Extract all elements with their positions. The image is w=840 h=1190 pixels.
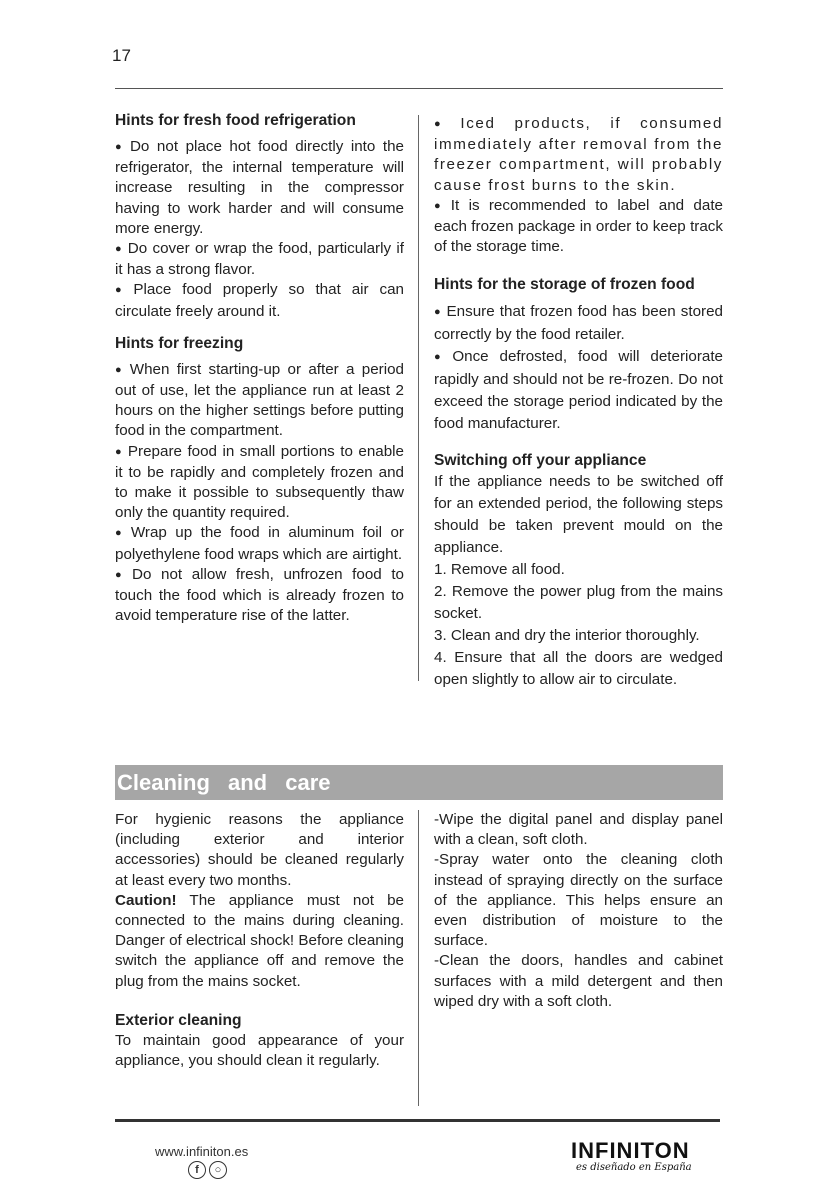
instagram-icon[interactable]: ○	[209, 1161, 227, 1179]
switching-heading: Switching off your appliance	[434, 452, 647, 470]
list-item: ● Ensure that frozen food has been stored correctly by the food retailer.	[434, 301, 723, 346]
exterior-text: To maintain good appearance of your appliance, you should clean it regularly.	[115, 1031, 404, 1070]
list-item: -Clean the doors, handles and cabinet surfaces with a mild detergent and then wiped dry with a soft cloth.	[434, 952, 723, 1010]
caution-paragraph	[115, 891, 404, 992]
facebook-icon[interactable]: f	[188, 1161, 206, 1179]
list-item: ● Place food properly so that air can circulate freely around it.	[115, 280, 404, 321]
list-item: 4. Ensure that all the doors are wedged open slightly to allow air to circulate.	[434, 649, 723, 689]
list-item: ● When first starting-up or after a period out of use, let the appliance run at least 2 hours on the higher settings before putting food in the compartment.	[115, 360, 404, 442]
social-icons	[188, 1161, 227, 1179]
list-item: 1. Remove all food.	[434, 561, 565, 579]
storage-heading: Hints for the storage of frozen food	[434, 276, 695, 294]
freezing-heading: Hints for freezing	[115, 334, 244, 352]
brand-logo: INFINITON	[571, 1138, 690, 1163]
exterior-heading: Exterior cleaning	[115, 1011, 242, 1029]
list-item: ● It is recommended to label and date each frozen package in order to keep track of the storage time.	[434, 196, 723, 258]
bottom-divider	[115, 1119, 720, 1122]
fresh-food-heading: Hints for fresh food refrigeration	[115, 112, 356, 129]
list-item: ● Prepare food in small portions to enable it to be rapidly and completely frozen and to make it possible to subsequently thaw only the quantity required.	[115, 442, 404, 524]
list-item: -Spray water onto the cleaning cloth instead of spraying directly on the surface of the appliance. This helps ensure an even distribution of moisture to the surface.	[434, 851, 723, 950]
top-divider	[115, 88, 723, 89]
column-divider-bottom	[418, 810, 419, 1106]
website-link[interactable]: www.infiniton.es	[155, 1144, 249, 1159]
list-item: 2. Remove the power plug from the mains socket.	[434, 583, 723, 623]
list-item: 3. Clean and dry the interior thoroughly.	[434, 627, 700, 645]
caution-text: The appliance must not be connected to the mains during cleaning. Danger of electrical shock! Before cleaning switch the appliance off and remove the plug from the mains socket.	[115, 891, 404, 990]
page-number: 17	[112, 46, 131, 65]
right-column-top	[434, 114, 723, 691]
cleaning-right-column	[434, 810, 723, 1012]
cleaning-left-column	[115, 810, 404, 1071]
list-item: -Wipe the digital panel and display panel with a clean, soft cloth.	[434, 811, 723, 849]
cleaning-banner: Cleaning and care	[115, 765, 723, 800]
left-column-top	[115, 111, 404, 626]
list-item: ● Do cover or wrap the food, particularly if it has a strong flavor.	[115, 239, 404, 280]
list-item: ● Once defrosted, food will deteriorate rapidly and should not be re-frozen. Do not exceed the storage period indicated by the food manufacturer.	[434, 346, 723, 435]
column-divider-top	[418, 115, 419, 681]
list-item: ● Do not place hot food directly into the refrigerator, the internal temperature will increase resulting in the compressor having to work harder and will consume more energy.	[115, 137, 404, 239]
brand-tagline: es diseñado en España	[576, 1162, 692, 1173]
switching-intro: If the appliance needs to be switched off for an extended period, the following steps should be taken prevent mould on the appliance.	[434, 473, 723, 557]
cleaning-intro: For hygienic reasons the appliance (including exterior and interior accessories) should be cleaned regularly at least every two months.	[115, 811, 404, 889]
caution-label: Caution!	[115, 891, 177, 909]
list-item: ● Wrap up the food in aluminum foil or polyethylene food wraps which are airtight.	[115, 523, 404, 564]
list-item: ● Iced products, if consumed immediately after removal from the freezer compartment, will probably cause frost burns to the skin.	[434, 114, 723, 196]
list-item: ● Do not allow fresh, unfrozen food to touch the food which is already frozen to avoid temperature rise of the latter.	[115, 565, 404, 627]
